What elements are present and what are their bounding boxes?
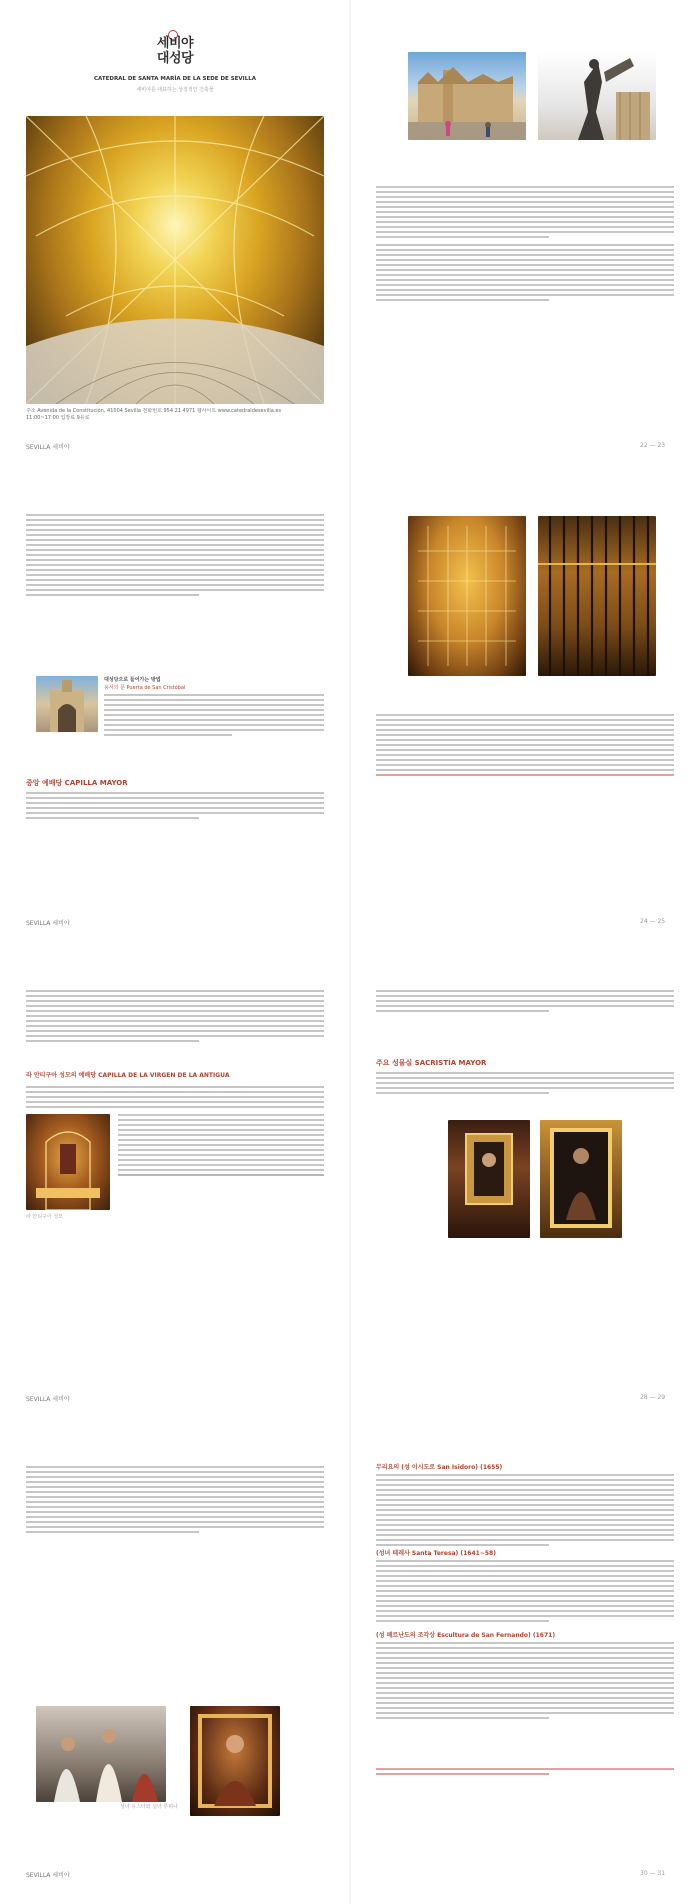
page-subtitle-ko: 세비야를 대표하는 상징적인 건축물 xyxy=(136,87,214,93)
page-number: 28 — 29 xyxy=(640,1394,666,1401)
page-number: 22 — 23 xyxy=(640,442,666,449)
spread-3 xyxy=(0,952,700,1428)
section-heading: 주요 성물실 SACRISTÍA MAYOR xyxy=(376,1059,487,1067)
page-right xyxy=(350,476,700,952)
sidebar-place: 용서의 문 Puerta de San Cristóbal xyxy=(104,685,186,691)
spread-2 xyxy=(0,476,700,952)
page-title: 세비야 대성당 xyxy=(156,36,194,66)
altarpiece-photo xyxy=(408,516,526,676)
section-heading-1: 무리요의 (성 이시도로 San Isidoro) (1655) xyxy=(376,1464,503,1471)
info-address: 주소 Avenida de la Constitución, 41004 Sevilla 전화번호 954 21 4971 웹사이트 www.catedraldesevilla.es xyxy=(26,408,282,414)
page-number: 24 — 25 xyxy=(640,918,666,925)
choir-grille-photo xyxy=(538,516,656,676)
footer-running-head: SEVILLA 세비야 xyxy=(26,1872,70,1879)
page-right xyxy=(350,0,700,476)
footer-running-head: SEVILLA 세비야 xyxy=(26,444,70,451)
photo-caption: 라 안티구아 성모 xyxy=(26,1214,63,1220)
spread-4 xyxy=(0,1428,700,1904)
saints-justa-rufina-photo xyxy=(36,1706,166,1802)
page-left xyxy=(0,1428,350,1904)
page-left xyxy=(0,952,350,1428)
page-subtitle-es: CATEDRAL DE SANTA MARÍA DE LA SEDE DE SEVILLA xyxy=(94,76,256,82)
giralda-statue-photo xyxy=(538,52,656,140)
page-left xyxy=(0,476,350,952)
footer-running-head: SEVILLA 세비야 xyxy=(26,920,70,927)
cathedral-exterior-photo xyxy=(408,52,526,140)
section-heading-2: (성녀 테레사 Santa Teresa) (1641~58) xyxy=(376,1550,496,1557)
section-heading: 라 안티구아 성모의 예배당 CAPILLA DE LA VIRGEN DE LA ANTIGUA xyxy=(26,1072,230,1079)
page-number: 30 — 31 xyxy=(640,1870,666,1877)
saint-portrait-photo xyxy=(190,1706,280,1816)
spread-1 xyxy=(0,0,700,476)
san-cristobal-door-photo xyxy=(36,676,98,732)
cathedral-vault-photo xyxy=(26,116,324,404)
page-right xyxy=(350,952,700,1428)
info-hours: 11:00~17:00 입장료 9유로 xyxy=(26,415,90,421)
photo-caption: 성녀 유스타와 성녀 루피나 xyxy=(120,1804,178,1810)
virgen-antigua-chapel-photo xyxy=(26,1114,110,1210)
footer-running-head: SEVILLA 세비야 xyxy=(26,1396,70,1403)
page-right xyxy=(350,1428,700,1904)
section-heading-3: (성 페르난도의 조각상 Escultura de San Fernando) (1671) xyxy=(376,1632,556,1639)
page-left xyxy=(0,0,350,476)
section-heading: 중앙 예배당 CAPILLA MAYOR xyxy=(26,779,128,787)
sacristy-painting-photo xyxy=(448,1120,530,1238)
sidebar-title: 대성당으로 들어가는 방법 xyxy=(104,677,161,683)
framed-saint-painting-photo xyxy=(540,1120,622,1238)
